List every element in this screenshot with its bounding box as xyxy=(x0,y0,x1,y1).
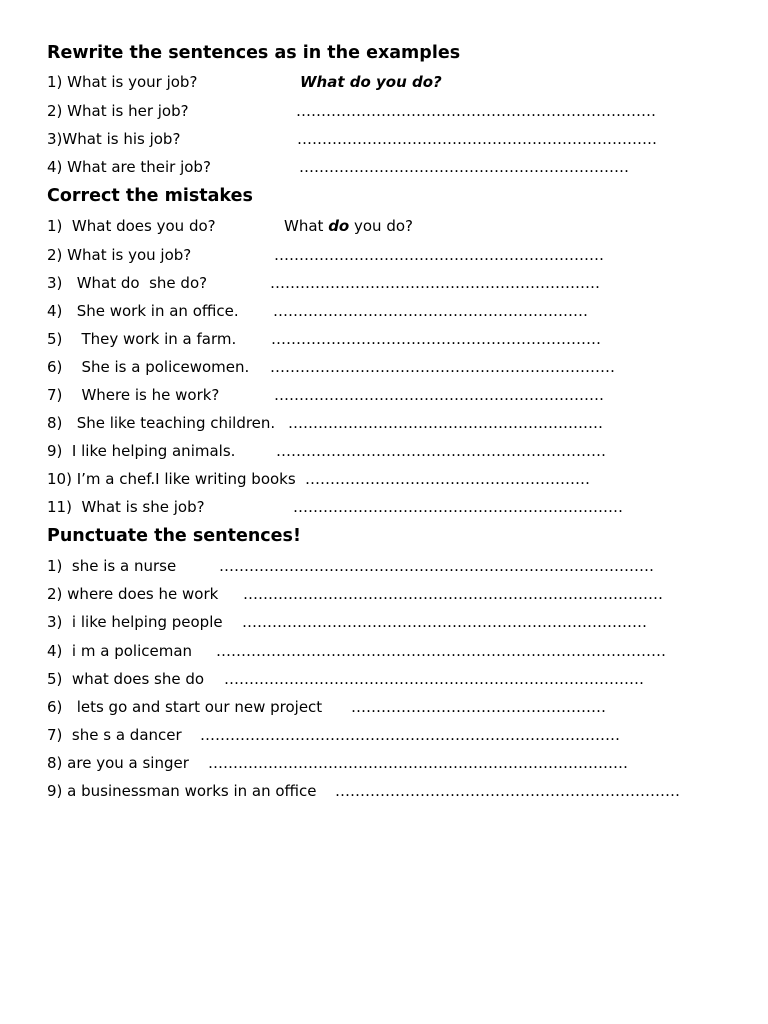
exercise-line xyxy=(47,129,727,149)
answer-blank: ……………………………………………………………………………… xyxy=(216,642,666,660)
answer-blank: ………………………………………………………………………… xyxy=(243,585,663,603)
answer-blank: ………………………………………………………… xyxy=(271,330,601,348)
question-text: 1) What does you do? xyxy=(47,217,216,235)
question-text: 3)What is his job? xyxy=(47,130,181,148)
exercise-line xyxy=(47,216,727,236)
question-text: 1) she is a nurse xyxy=(47,557,177,575)
answer-blank: ………………………………………………………………………… xyxy=(224,670,644,688)
exercise-line xyxy=(47,329,727,349)
answer-blank: ……………………………………………………………… xyxy=(297,130,657,148)
question-text: 7) Where is he work? xyxy=(47,386,220,404)
answer-blank: ………………………………………………………… xyxy=(274,246,604,264)
answer-blank: ……………………………………………………………………… xyxy=(242,613,647,631)
answer-blank: ………………………………………………………… xyxy=(293,498,623,516)
exercise-line xyxy=(47,584,727,604)
question-text: 5) what does she do xyxy=(47,670,205,688)
exercise-line xyxy=(47,101,727,121)
question-text: 10) I’m a chef.I like writing books xyxy=(47,470,296,488)
question-text: 1) What is your job? xyxy=(47,73,198,91)
question-text: 4) She work in an office. xyxy=(47,302,239,320)
question-text: 3) What do she do? xyxy=(47,274,208,292)
exercise-line xyxy=(47,497,727,517)
answer-blank: ………………………………………………………………………… xyxy=(208,754,628,772)
example-answer-emphasis: do xyxy=(328,217,350,235)
answer-blank: ………………………………………………………… xyxy=(274,386,604,404)
exercise-line xyxy=(47,753,727,773)
question-text: 3) i like helping people xyxy=(47,613,223,631)
question-text: 2) where does he work xyxy=(47,585,219,603)
answer-blank: …………………………………………………………… xyxy=(270,358,615,376)
example-answer-text: you do? xyxy=(349,217,413,235)
exercise-line xyxy=(47,781,727,801)
answer-blank: ………………………………………………………………………… xyxy=(200,726,620,744)
question-text: 4) What are their job? xyxy=(47,158,211,176)
answer-blank: ………………………………………………………… xyxy=(299,158,629,176)
exercise-line xyxy=(47,469,727,489)
answer-blank: ………………………………………………… xyxy=(305,470,590,488)
section-heading-punctuate: Punctuate the sentences! xyxy=(47,526,301,546)
question-text: 9) a businessman works in an office xyxy=(47,782,317,800)
answer-blank: ………………………………………………………… xyxy=(276,442,606,460)
exercise-line xyxy=(47,357,727,377)
answer-blank: ………………………………………………………… xyxy=(270,274,600,292)
question-text: 4) i m a policeman xyxy=(47,642,193,660)
exercise-line xyxy=(47,725,727,745)
exercise-line xyxy=(47,641,727,661)
question-text: 6) lets go and start our new project xyxy=(47,698,323,716)
exercise-line xyxy=(47,273,727,293)
question-text: 2) What is you job? xyxy=(47,246,192,264)
example-answer-text: What xyxy=(284,217,329,235)
question-text: 6) She is a policewomen. xyxy=(47,358,250,376)
answer-blank: ……………………………………………………………… xyxy=(296,102,656,120)
answer-blank: ……………………………………………………… xyxy=(288,414,603,432)
question-text: 2) What is her job? xyxy=(47,102,189,120)
question-text: 11) What is she job? xyxy=(47,498,205,516)
answer-blank: …………………………………………………………… xyxy=(335,782,680,800)
example-answer xyxy=(284,216,413,236)
question-text: 5) They work in a farm. xyxy=(47,330,237,348)
example-answer: What do you do? xyxy=(300,73,442,91)
exercise-line xyxy=(47,385,727,405)
question-text: 7) she s a dancer xyxy=(47,726,182,744)
exercise-line xyxy=(47,556,727,576)
section-heading-rewrite: Rewrite the sentences as in the examples xyxy=(47,43,461,63)
exercise-line xyxy=(47,245,727,265)
section-heading-correct: Correct the mistakes xyxy=(47,186,253,206)
exercise-line xyxy=(47,301,727,321)
exercise-line xyxy=(47,697,727,717)
exercise-line xyxy=(47,413,727,433)
answer-blank: ……………………………………………………… xyxy=(273,302,588,320)
exercise-line xyxy=(47,612,727,632)
exercise-line xyxy=(47,669,727,689)
exercise-line xyxy=(47,72,727,92)
question-text: 8) are you a singer xyxy=(47,754,189,772)
answer-blank: …………………………………………… xyxy=(351,698,606,716)
exercise-line xyxy=(47,157,727,177)
question-text: 8) She like teaching children. xyxy=(47,414,276,432)
answer-blank: …………………………………………………………………………… xyxy=(219,557,654,575)
exercise-line xyxy=(47,441,727,461)
question-text: 9) I like helping animals. xyxy=(47,442,236,460)
